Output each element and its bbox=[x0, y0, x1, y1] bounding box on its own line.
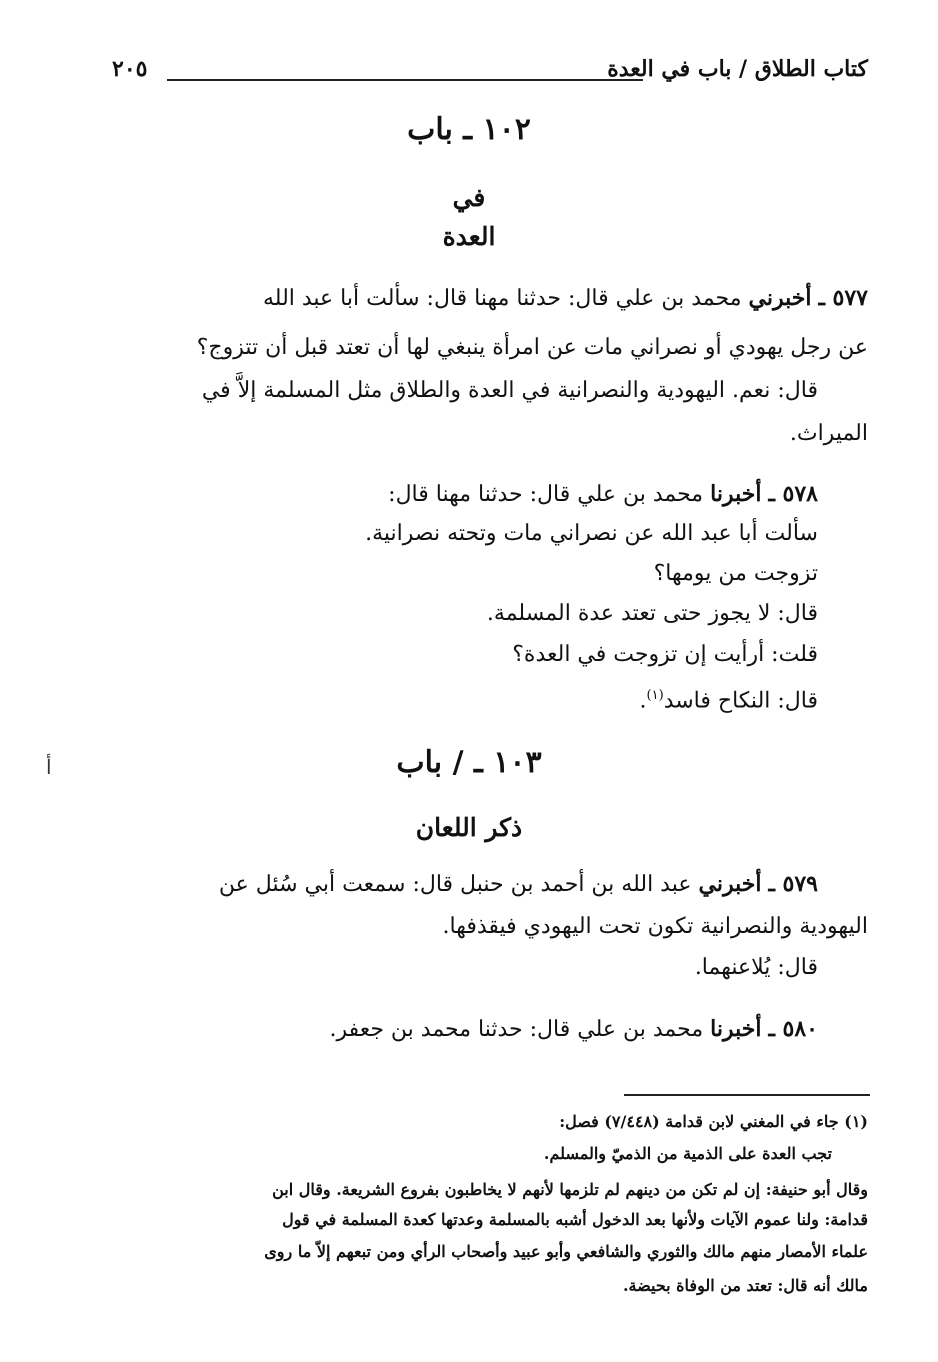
hadith-579-line-2: اليهودية والنصرانية تكون تحت اليهودي فيقذفها. bbox=[442, 914, 868, 939]
hadith-577-lead: أخبرني bbox=[748, 285, 812, 311]
running-header bbox=[112, 54, 868, 94]
footnote-line-6: مالك أنه قال: تعتد من الوفاة بحيضة. bbox=[622, 1276, 868, 1295]
hadith-577-line-4: الميراث. bbox=[789, 421, 868, 446]
hadith-580-text-1: محمد بن علي قال: حدثنا محمد بن جعفر. bbox=[329, 1017, 704, 1042]
hadith-579-number: ٥٧٩ ـ bbox=[768, 871, 818, 897]
chapter-102-heading: ١٠٢ ـ باب bbox=[407, 112, 531, 147]
footnote-line-3: وقال أبو حنيفة: إن لم تكن من دينهم لم تلزمها لأنهم لا يخاطبون بفروع الشريعة. وقال ابن bbox=[272, 1180, 868, 1199]
hadith-580-lead: أخبرنا bbox=[710, 1016, 762, 1042]
chapter-103-sub: ذكر اللعان bbox=[415, 813, 523, 842]
hadith-580-number: ٥٨٠ ـ bbox=[768, 1016, 818, 1042]
hadith-578-text-6-end: . bbox=[639, 688, 647, 714]
header-rule bbox=[167, 79, 643, 81]
footnote-rule bbox=[624, 1094, 870, 1096]
footnote-ref-1[interactable]: (١) bbox=[646, 688, 664, 703]
hadith-578-line-3: تزوجت من يومها؟ bbox=[653, 561, 818, 586]
hadith-577-line-3: قال: نعم. اليهودية والنصرانية في العدة والطلاق مثل المسلمة إلاَّ في bbox=[201, 378, 818, 403]
hadith-577-line-2: عن رجل يهودي أو نصراني مات عن امرأة ينبغي لها أن تعتد قبل أن تتزوج؟ bbox=[196, 335, 868, 360]
chapter-102-sub1: في bbox=[452, 183, 486, 212]
margin-folio-mark: أ bbox=[46, 755, 52, 779]
hadith-579-line-1 bbox=[219, 867, 818, 902]
footnote-line-2: تجب العدة على الذمية من الذميّ والمسلم. bbox=[543, 1144, 832, 1163]
hadith-578-lead: أخبرنا bbox=[710, 481, 762, 507]
footnote-line-5: علماء الأمصار منهم مالك والثوري والشافعي وأبو عبيد وأصحاب الرأي ومن تبعهم إلاّ ما روى bbox=[264, 1242, 868, 1261]
hadith-578-text-1: محمد بن علي قال: حدثنا مهنا قال: bbox=[388, 482, 704, 507]
hadith-577-line-1 bbox=[263, 281, 868, 316]
chapter-103-heading: ١٠٣ ـ / باب bbox=[396, 745, 542, 780]
header-title: كتاب الطلاق / باب في العدة bbox=[607, 56, 868, 82]
footnote-line-4: قدامة: ولنا عموم الآيات ولأنها بعد الدخول أشبه بالمسلمة وعدتها كعدة المسلمة في قول bbox=[282, 1210, 868, 1229]
hadith-578-line-4: قال: لا يجوز حتى تعتد عدة المسلمة. bbox=[486, 601, 818, 626]
hadith-578-number: ٥٧٨ ـ bbox=[768, 481, 818, 507]
page-number: ٢٠٥ bbox=[112, 56, 148, 82]
hadith-578-line-1 bbox=[388, 477, 818, 512]
hadith-579-line-3: قال: يُلاعنهما. bbox=[694, 955, 818, 980]
hadith-577-number: ٥٧٧ ـ bbox=[818, 285, 868, 311]
hadith-578-line-5: قلت: أرأيت إن تزوجت في العدة؟ bbox=[512, 642, 818, 667]
hadith-578-text-6: قال: النكاح فاسد bbox=[663, 688, 818, 714]
hadith-579-text-1: عبد الله بن أحمد بن حنبل قال: سمعت أبي سُئل عن bbox=[218, 872, 692, 897]
hadith-577-text-1: محمد بن علي قال: حدثنا مهنا قال: سألت أبا عبد الله bbox=[262, 286, 742, 311]
hadith-578-line-6 bbox=[640, 679, 818, 718]
hadith-578-line-2: سألت أبا عبد الله عن نصراني مات وتحته نصرانية. bbox=[365, 521, 818, 546]
footnote-line-1: (١) جاء في المغني لابن قدامة (٧/٤٤٨) فصل: bbox=[559, 1112, 868, 1131]
hadith-580-line-1 bbox=[329, 1012, 818, 1047]
hadith-579-lead: أخبرني bbox=[698, 871, 762, 897]
chapter-102-sub2: العدة bbox=[442, 222, 496, 251]
